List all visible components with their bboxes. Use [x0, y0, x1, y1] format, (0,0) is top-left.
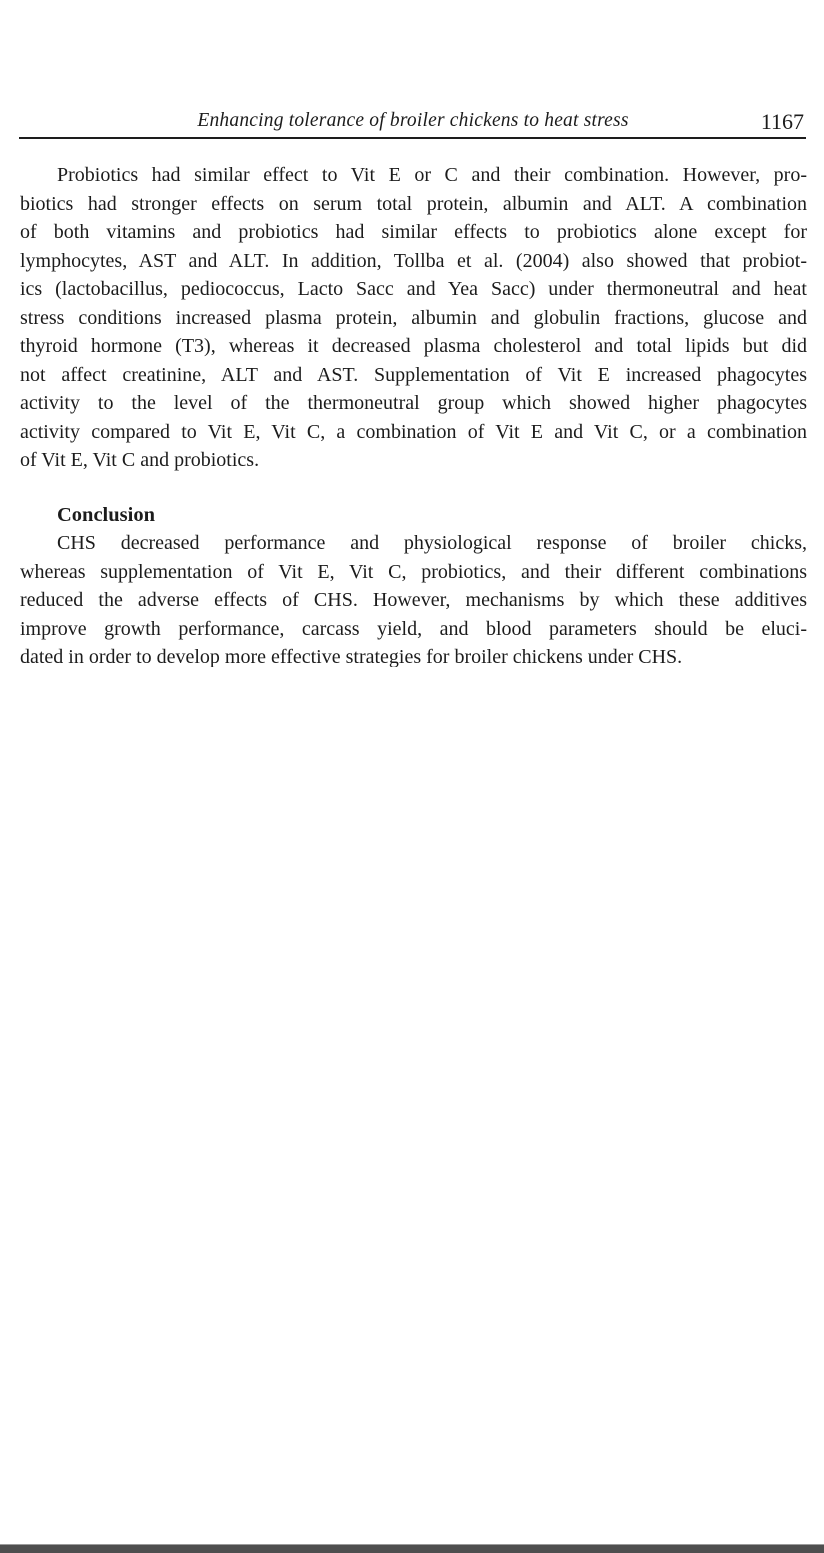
text-line: lymphocytes, AST and ALT. In addition, Tollba et al. (2004) also showed that probiot-: [20, 249, 807, 272]
conclusion-heading: Conclusion: [57, 503, 155, 526]
paragraph-probiotics: [20, 161, 807, 475]
text-line: Probiotics had similar effect to Vit E or C and their combination. However, pro-: [57, 164, 807, 186]
text-line: of both vitamins and probiotics had similar effects to probiotics alone except for: [20, 221, 807, 243]
running-title: Enhancing tolerance of broiler chickens to heat stress: [197, 110, 629, 131]
page-header: [20, 108, 806, 134]
scan-footer-bar: [0, 1544, 824, 1553]
page-number: 1167: [760, 109, 804, 134]
text-line: biotics had stronger effects on serum total protein, albumin and ALT. A combination: [20, 192, 807, 215]
text-line: not affect creatinine, ALT and AST. Supplementation of Vit E increased phagocytes: [20, 363, 807, 386]
text-line: ics (lactobacillus, pediococcus, Lacto Sacc and Yea Sacc) under thermoneutral and heat: [20, 278, 807, 300]
header-rule: [19, 137, 806, 139]
text-line: activity to the level of the thermoneutral group which showed higher phagocytes: [20, 392, 807, 414]
text-line: CHS decreased performance and physiological response of broiler chicks,: [57, 532, 807, 554]
text-line: thyroid hormone (T3), whereas it decreased plasma cholesterol and total lipids but did: [20, 335, 807, 357]
text-line: reduced the adverse effects of CHS. However, mechanisms by which these additives: [20, 589, 807, 611]
text-line: improve growth performance, carcass yield, and blood parameters should be eluci-: [20, 617, 807, 640]
text-line: stress conditions increased plasma protein, albumin and globulin fractions, glucose and: [20, 306, 807, 329]
text-line: of Vit E, Vit C and probiotics.: [20, 449, 260, 471]
text-line: whereas supplementation of Vit E, Vit C, probiotics, and their different combinations: [20, 560, 807, 583]
text-line: activity compared to Vit E, Vit C, a combination of Vit E and Vit C, or a combination: [20, 420, 807, 443]
page-content: [20, 161, 807, 667]
text-line: dated in order to develop more effective strategies for broiler chickens under CHS.: [20, 646, 683, 667]
paragraph-conclusion: [20, 529, 807, 667]
